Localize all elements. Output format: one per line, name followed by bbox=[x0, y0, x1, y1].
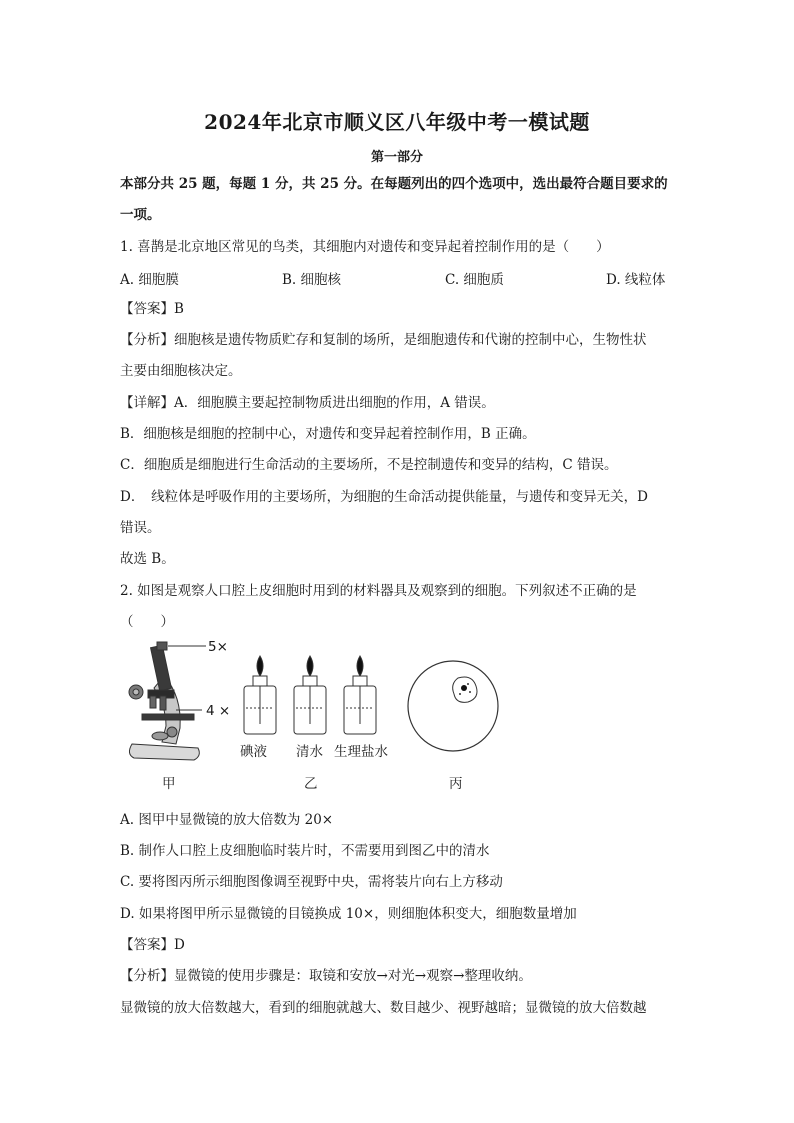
exam-title: 2024年北京市顺义区八年级中考一模试题 bbox=[204, 110, 590, 134]
question-1-stem: 1. 喜鹊是北京地区常见的鸟类，其细胞内对遗传和变异起着控制作用的是（ ） bbox=[120, 239, 610, 255]
q1-option-d: D. 线粒体 bbox=[606, 272, 666, 288]
bottle-label-saline: 生理盐水 bbox=[334, 744, 388, 760]
q2-analysis-line-2: 显微镜的放大倍数越大，看到的细胞就越大、数目越少、视野越暗；显微镜的放大倍数越 bbox=[120, 1000, 647, 1016]
q1-detail-line-3: C．细胞质是细胞进行生命活动的主要场所，不是控制遗传和变异的结构，C 错误。 bbox=[120, 457, 618, 473]
bottle-label-iodine: 碘液 bbox=[240, 744, 267, 760]
dropper-bottle-icon bbox=[294, 656, 326, 734]
q1-detail-line-5: 错误。 bbox=[120, 520, 161, 536]
q2-option-d: D. 如果将图甲所示显微镜的目镜换成 10×，则细胞体积变大，细胞数量增加 bbox=[120, 906, 577, 922]
q1-detail-line-4: D． 线粒体是呼吸作用的主要场所，为细胞的生命活动提供能量，与遗传和变异无关，D bbox=[120, 489, 648, 505]
eyepiece-magnification: 5× bbox=[208, 639, 228, 655]
question-2-stem-line-2: （ ） bbox=[120, 614, 174, 630]
instructions-line-2: 一项。 bbox=[120, 207, 161, 223]
q1-detail-line-2: B．细胞核是细胞的控制中心，对遗传和变异起着控制作用，B 正确。 bbox=[120, 426, 536, 442]
dropper-bottle-icon bbox=[244, 656, 276, 734]
part-heading: 第一部分 bbox=[370, 150, 423, 165]
q2-option-c: C. 要将图丙所示细胞图像调至视野中央，需将装片向右上方移动 bbox=[120, 874, 503, 890]
experiment-figure bbox=[120, 636, 520, 796]
q1-conclusion: 故选 B。 bbox=[120, 551, 175, 567]
q1-analysis-line-2: 主要由细胞核决定。 bbox=[120, 363, 242, 379]
field-of-view-icon bbox=[408, 661, 498, 751]
q1-detail-line-1: 【详解】A．细胞膜主要起控制物质进出细胞的作用，A 错误。 bbox=[120, 395, 495, 411]
bottle-label-water: 清水 bbox=[296, 744, 323, 760]
q1-answer: 【答案】B bbox=[120, 301, 184, 317]
q1-analysis-line-1: 【分析】细胞核是遗传物质贮存和复制的场所，是细胞遗传和代谢的控制中心，生物性状 bbox=[120, 332, 647, 348]
q1-option-a: A. 细胞膜 bbox=[120, 272, 179, 288]
microscope-icon bbox=[129, 642, 199, 760]
instructions-line-1: 本部分共 25 题，每题 1 分，共 25 分。在每题列出的四个选项中，选出最符合题目要求的 bbox=[120, 176, 668, 192]
q1-option-c: C. 细胞质 bbox=[445, 272, 504, 288]
objective-magnification: 4 × bbox=[206, 703, 231, 719]
q2-analysis-line-1: 【分析】显微镜的使用步骤是：取镜和安放→对光→观察→整理收纳。 bbox=[120, 968, 532, 984]
q2-answer: 【答案】D bbox=[120, 937, 185, 953]
q2-option-a: A. 图甲中显微镜的放大倍数为 20× bbox=[120, 812, 334, 828]
figure-label-yi: 乙 bbox=[304, 776, 318, 792]
figure-label-bing: 丙 bbox=[449, 776, 463, 792]
q2-option-b: B. 制作人口腔上皮细胞临时装片时，不需要用到图乙中的清水 bbox=[120, 843, 490, 859]
figure-label-jia: 甲 bbox=[162, 776, 176, 792]
q1-option-b: B. 细胞核 bbox=[282, 272, 342, 288]
question-2-stem-line-1: 2. 如图是观察人口腔上皮细胞时用到的材料器具及观察到的细胞。下列叙述不正确的是 bbox=[120, 583, 637, 599]
dropper-bottle-icon bbox=[344, 656, 376, 734]
